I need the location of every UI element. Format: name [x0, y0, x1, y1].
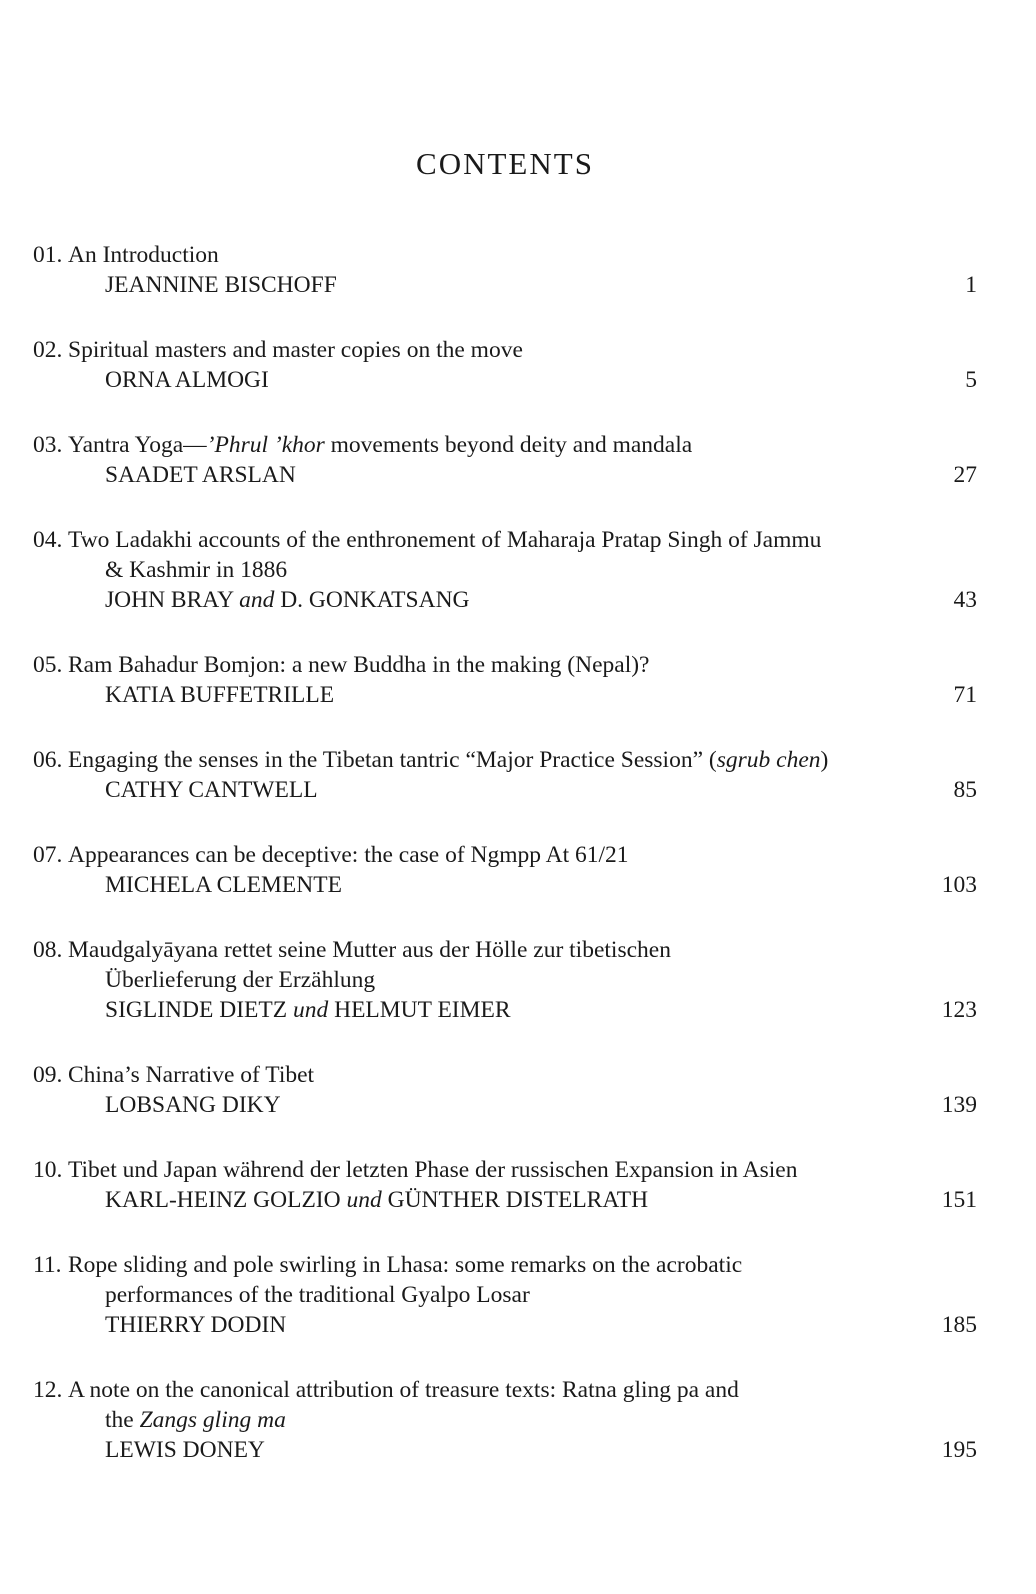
text: Überlieferung der Erzählung: [105, 967, 376, 993]
text: ORNA ALMOGI: [105, 367, 269, 393]
entry-author-line: [33, 775, 977, 805]
entry-title-line: [33, 525, 977, 555]
entry-author: [105, 995, 511, 1025]
entry-title-text: [105, 1280, 530, 1310]
entry-page-number: 71: [953, 682, 977, 708]
entry-author-line: [33, 365, 977, 395]
entry-author-line: [33, 995, 977, 1025]
page-title: CONTENTS: [416, 146, 594, 181]
entry-title-line: [33, 240, 977, 270]
toc-entry: [33, 430, 977, 490]
toc-entry: [33, 650, 977, 710]
text: D. GONKATSANG: [274, 587, 470, 613]
toc-entry: [33, 840, 977, 900]
entry-author-line: [33, 1090, 977, 1120]
italic-text: and: [239, 587, 275, 613]
entry-title-text: [68, 745, 828, 775]
entry-title-text: [105, 1405, 286, 1435]
entry-number: 02.: [33, 337, 63, 363]
toc-entry: [33, 1375, 977, 1465]
text: LOBSANG DIKY: [105, 1092, 281, 1118]
entry-author-line: [33, 1310, 977, 1340]
entry-title-text: [68, 1155, 797, 1185]
text: Ram Bahadur Bomjon: a new Buddha in the making (Nepal)?: [68, 652, 650, 678]
entry-number: 03.: [33, 432, 63, 458]
toc-entry: [33, 1250, 977, 1340]
entry-author: [105, 460, 296, 490]
entry-author: [105, 775, 318, 805]
entry-title-line: [33, 965, 977, 995]
text: LEWIS DONEY: [105, 1437, 265, 1463]
entry-author-line: [33, 870, 977, 900]
toc-entry: [33, 1060, 977, 1120]
text: Appearances can be deceptive: the case of Ngmpp At 61/21: [68, 842, 629, 868]
text: GÜNTHER DISTELRATH: [381, 1187, 649, 1213]
text: Two Ladakhi accounts of the enthronement of Maharaja Pratap Singh of Jammu: [68, 527, 822, 553]
text: CATHY CANTWELL: [105, 777, 318, 803]
italic-text: und: [292, 997, 329, 1023]
text: Yantra Yoga—: [68, 432, 207, 458]
entry-number: 07.: [33, 842, 63, 868]
entry-author-line: [33, 680, 977, 710]
entry-title-text: [68, 1060, 314, 1090]
entry-title-text: [68, 840, 629, 870]
entry-title-line: [33, 1250, 977, 1280]
italic-text: sgrub chen: [716, 747, 821, 773]
text: MICHELA CLEMENTE: [105, 872, 342, 898]
toc-entry: [33, 935, 977, 1025]
entry-title-line: [33, 745, 977, 775]
entry-title-line: [33, 555, 977, 585]
entry-title-line: [33, 935, 977, 965]
text: HELMUT EIMER: [328, 997, 511, 1023]
entry-title-line: [33, 1375, 977, 1405]
entry-page-number: 151: [941, 1187, 977, 1213]
entry-title-text: [68, 935, 671, 965]
entry-author-line: [33, 460, 977, 490]
text: THIERRY DODIN: [105, 1312, 287, 1338]
entry-title-text: [68, 525, 821, 555]
entry-number: 06.: [33, 747, 63, 773]
entry-author: [105, 680, 334, 710]
entry-title-line: [33, 1280, 977, 1310]
entry-title-line: [33, 430, 977, 460]
entry-number: 08.: [33, 937, 63, 963]
entry-title-line: [33, 335, 977, 365]
text: performances of the traditional Gyalpo Losar: [105, 1282, 530, 1308]
entry-author-line: [33, 270, 977, 300]
entry-title-text: [68, 240, 219, 270]
entry-number: 04.: [33, 527, 63, 553]
entry-page-number: 1: [965, 272, 977, 298]
text: SIGLINDE DIETZ: [105, 997, 293, 1023]
entry-author: [105, 870, 342, 900]
text: Rope sliding and pole swirling in Lhasa: some remarks on the acrobatic: [68, 1252, 743, 1278]
text: A note on the canonical attribution of treasure texts: Ratna gling pa and: [68, 1377, 739, 1403]
text: movements beyond deity and mandala: [324, 432, 693, 458]
toc-entry: [33, 240, 977, 300]
toc-entry: [33, 525, 977, 615]
entry-number: 12.: [33, 1377, 63, 1403]
entry-author: [105, 1185, 648, 1215]
text: SAADET ARSLAN: [105, 462, 296, 488]
entry-title-line: [33, 650, 977, 680]
italic-text: und: [346, 1187, 382, 1213]
text: Maudgalyāyana rettet seine Mutter aus der Hölle zur tibetischen: [68, 937, 671, 963]
entry-author: [105, 1435, 265, 1465]
entry-author: [105, 1090, 281, 1120]
text: Tibet und Japan während der letzten Phase der russischen Expansion in Asien: [68, 1157, 798, 1183]
entry-author: [105, 1310, 286, 1340]
entry-page-number: 103: [941, 872, 977, 898]
entry-title-line: [33, 840, 977, 870]
text: ): [820, 747, 829, 773]
entry-author: [105, 365, 269, 395]
text: KATIA BUFFETRILLE: [105, 682, 335, 708]
toc-list: [33, 240, 977, 1465]
text: Engaging the senses in the Tibetan tantric “Major Practice Session” (: [68, 747, 717, 773]
text: China’s Narrative of Tibet: [68, 1062, 315, 1088]
entry-page-number: 27: [953, 462, 977, 488]
entry-title-line: [33, 1155, 977, 1185]
entry-page-number: 195: [941, 1437, 977, 1463]
entry-title-text: [68, 430, 692, 460]
text: JOHN BRAY: [105, 587, 240, 613]
entry-title-line: [33, 1405, 977, 1435]
text: JEANNINE BISCHOFF: [105, 272, 337, 298]
entry-number: 09.: [33, 1062, 63, 1088]
text: KARL-HEINZ GOLZIO: [105, 1187, 347, 1213]
entry-page-number: 85: [953, 777, 977, 803]
italic-text: ’Phrul ’khor: [206, 432, 325, 458]
entry-title-text: [68, 650, 650, 680]
entry-page-number: 43: [953, 587, 977, 613]
entry-title-text: [105, 965, 375, 995]
entry-page-number: 185: [941, 1312, 977, 1338]
entry-title-line: [33, 1060, 977, 1090]
entry-author: [105, 270, 337, 300]
text: An Introduction: [68, 242, 219, 268]
entry-author-line: [33, 585, 977, 615]
entry-number: 05.: [33, 652, 63, 678]
italic-text: Zangs gling ma: [139, 1407, 286, 1433]
entry-title-text: [68, 335, 523, 365]
entry-page-number: 5: [965, 367, 977, 393]
entry-number: 10.: [33, 1157, 63, 1183]
entry-title-text: [68, 1375, 739, 1405]
entry-author-line: [33, 1185, 977, 1215]
text: & Kashmir in 1886: [105, 557, 288, 583]
entry-title-text: [68, 1250, 742, 1280]
entry-number: 11.: [33, 1252, 62, 1278]
text: Spiritual masters and master copies on the move: [68, 337, 523, 363]
entry-author-line: [33, 1435, 977, 1465]
entry-number: 01.: [33, 242, 63, 268]
toc-entry: [33, 335, 977, 395]
entry-author: [105, 585, 470, 615]
entry-page-number: 123: [941, 997, 977, 1023]
text: the: [105, 1407, 140, 1433]
toc-entry: [33, 1155, 977, 1215]
toc-entry: [33, 745, 977, 805]
entry-title-text: [105, 555, 287, 585]
entry-page-number: 139: [941, 1092, 977, 1118]
